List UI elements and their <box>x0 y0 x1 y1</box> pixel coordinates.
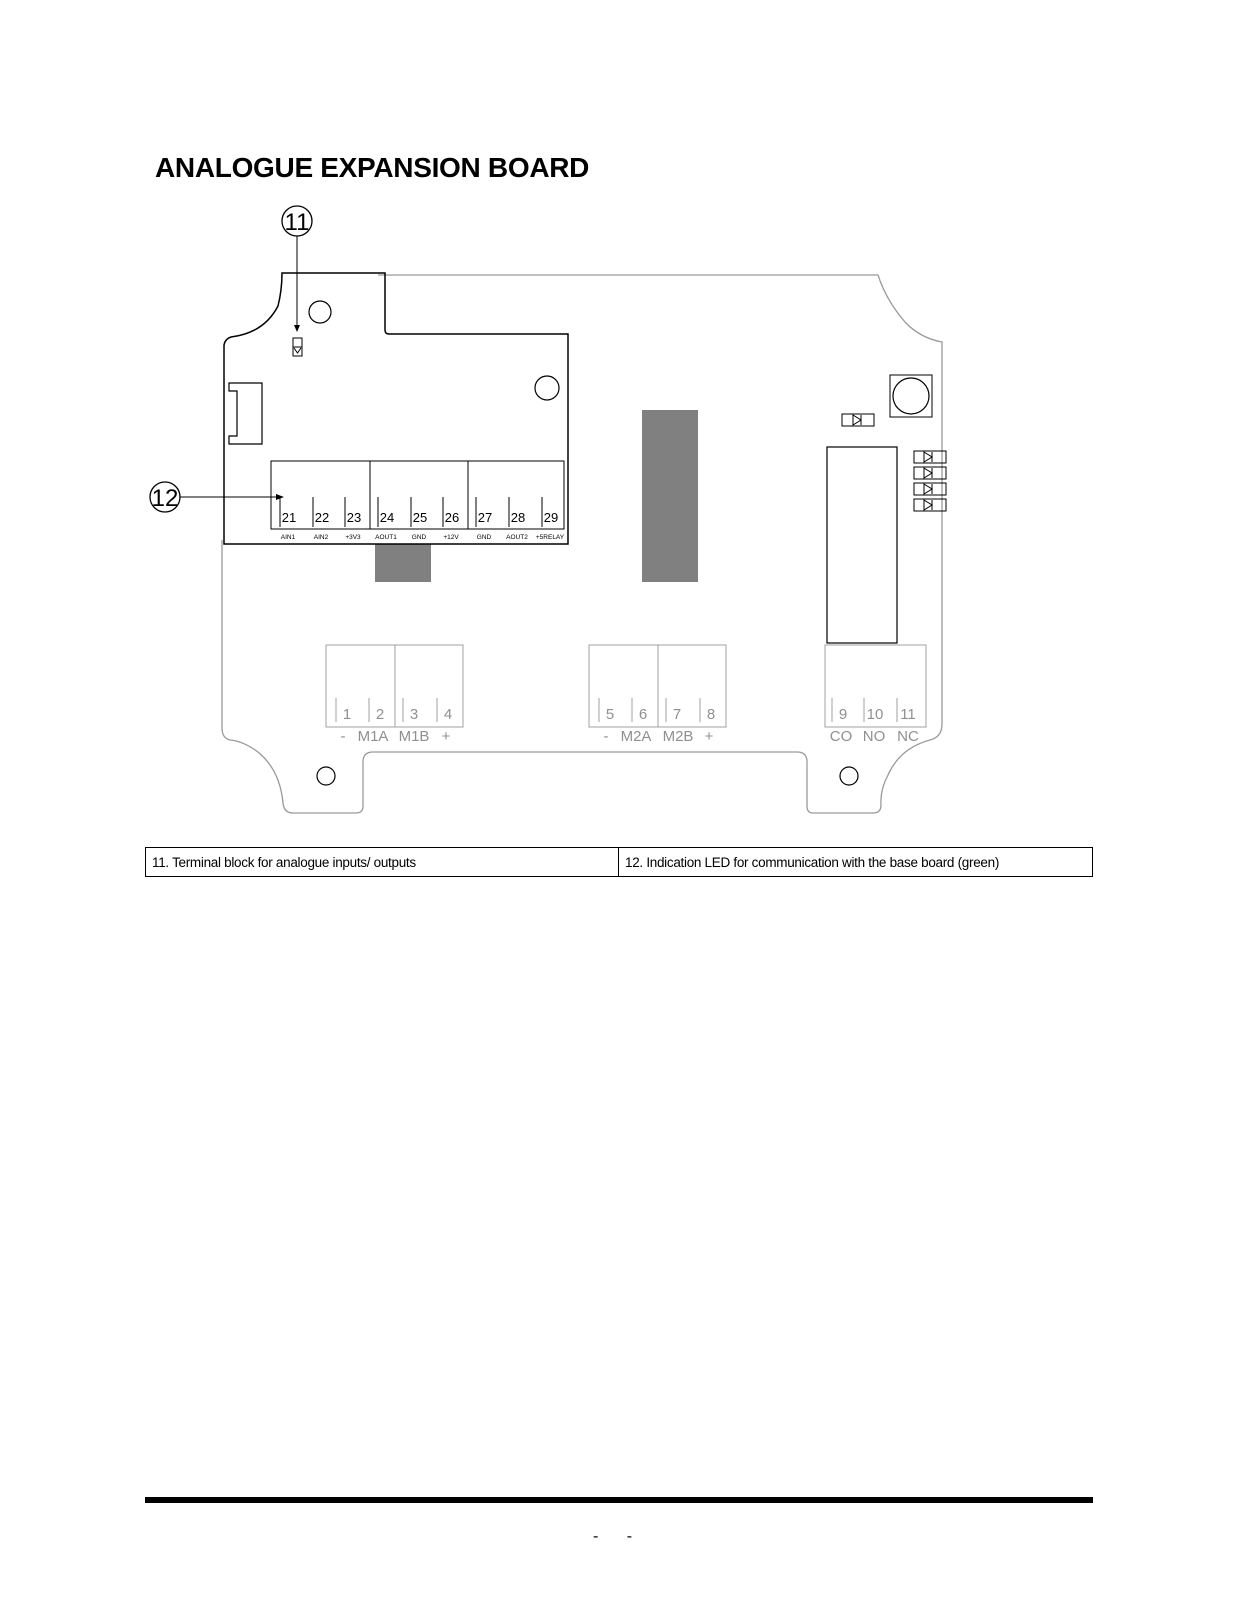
terminal-label: +3V3 <box>345 534 361 541</box>
terminal-label: GND <box>476 534 492 541</box>
terminal-label: NO <box>862 728 886 745</box>
mounting-hole <box>317 767 335 785</box>
relay <box>827 447 897 643</box>
page-title: ANALOGUE EXPANSION BOARD <box>155 152 590 183</box>
led-array <box>914 451 946 511</box>
footer-rule <box>145 1497 1093 1503</box>
mounting-hole <box>840 767 858 785</box>
terminal-number: 22 <box>314 510 330 525</box>
terminal-label: AOUT2 <box>506 534 528 541</box>
terminal-label: +5RELAY <box>535 534 565 541</box>
terminal-label: - <box>603 728 609 745</box>
terminal-label: GND <box>411 534 427 541</box>
terminal-number: 21 <box>281 510 297 525</box>
terminal-label: +12V <box>443 534 459 541</box>
terminal-number: 11 <box>900 706 916 723</box>
mounting-pad <box>890 375 932 417</box>
terminal-number: 2 <box>375 706 385 723</box>
connector-block <box>375 544 431 582</box>
terminal-label: M1B <box>398 728 430 745</box>
terminal-label: + <box>441 728 451 745</box>
terminal-label: M2A <box>620 728 652 745</box>
legend-item-12: 12. Indication LED for communication with the base board (green) <box>619 848 1093 877</box>
callout-12-number: 12 <box>151 485 179 512</box>
terminal-number: 26 <box>444 510 460 525</box>
terminal-number: 25 <box>412 510 428 525</box>
terminal-number: 6 <box>638 706 648 723</box>
terminal-number: 5 <box>605 706 615 723</box>
terminal-label: AIN2 <box>313 534 329 541</box>
expansion-board-outline <box>224 273 568 544</box>
mounting-hole <box>309 301 331 323</box>
side-connector <box>229 383 262 444</box>
terminal-number: 7 <box>672 706 682 723</box>
callout-11-arrowhead <box>294 325 300 332</box>
led-diode-top <box>842 414 874 426</box>
terminal-number: 8 <box>706 706 716 723</box>
terminal-number: 27 <box>477 510 493 525</box>
terminal-label: M2B <box>662 728 694 745</box>
terminal-number: 9 <box>838 706 848 723</box>
legend-row <box>146 848 1093 877</box>
terminal-number: 4 <box>443 706 453 723</box>
mounting-hole <box>893 378 929 414</box>
header-connector <box>642 410 698 582</box>
terminal-label: - <box>340 728 346 745</box>
terminal-label: M1A <box>357 728 389 745</box>
page-number: - - <box>592 1528 645 1545</box>
terminal-number: 28 <box>510 510 526 525</box>
terminal-number: 10 <box>866 706 884 723</box>
legend-item-11: 11. Terminal block for analogue inputs/ outputs <box>146 848 619 877</box>
terminal-number: 23 <box>346 510 362 525</box>
legend-table <box>145 847 1093 877</box>
terminal-label: + <box>704 728 714 745</box>
terminal-number: 3 <box>409 706 419 723</box>
callout-11-number: 11 <box>284 209 310 236</box>
terminal-label: NC <box>897 728 919 745</box>
communication-led <box>293 338 302 356</box>
terminal-label: CO <box>829 728 853 745</box>
terminal-number: 29 <box>543 510 559 525</box>
mounting-hole <box>535 376 559 400</box>
terminal-number: 24 <box>379 510 395 525</box>
terminal-label: AOUT1 <box>375 534 397 541</box>
terminal-label: AIN1 <box>280 534 296 541</box>
terminal-number: 1 <box>342 706 352 723</box>
